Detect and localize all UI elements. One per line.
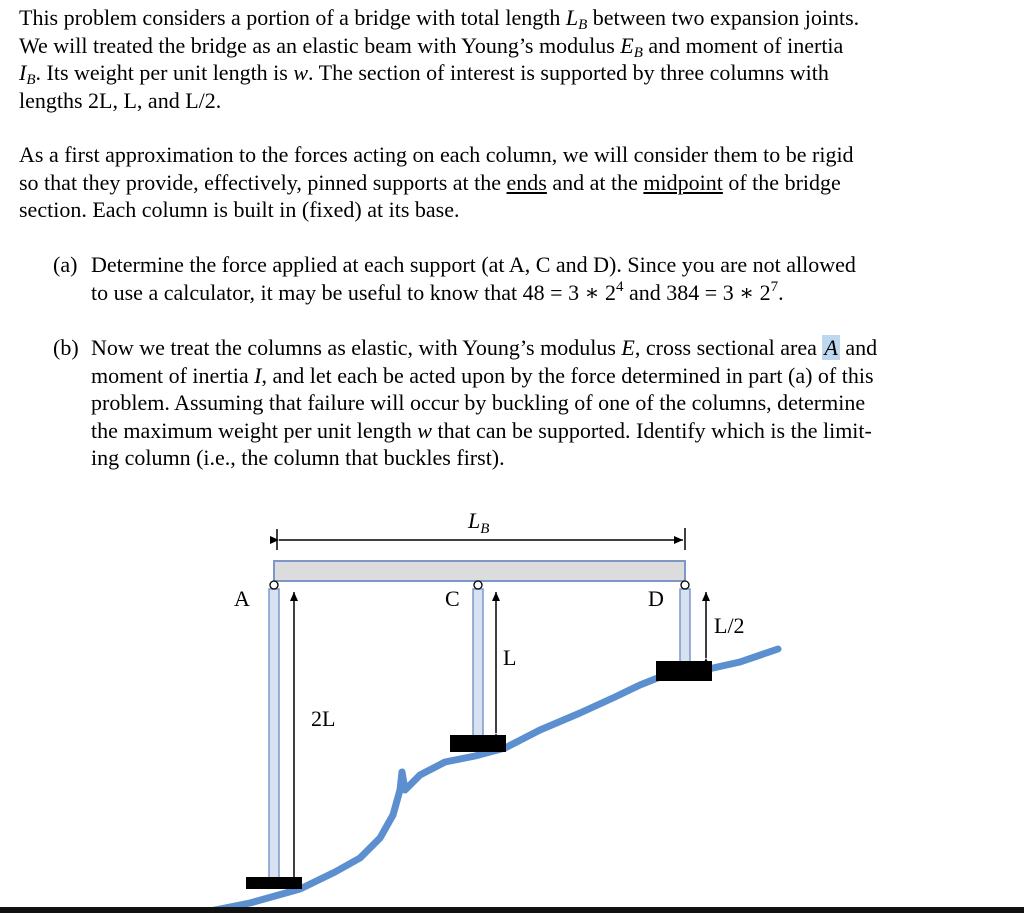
approximation-paragraph: As a first approximation to the forces acting on each column, we will consider them to be rigid so that they provide, effectively, pinned supports at the ends and at the midpoint of the bridge section. Each column is built in (fixed) at its base. bbox=[19, 142, 854, 222]
column-d bbox=[656, 581, 712, 681]
ground-slope bbox=[205, 649, 778, 912]
length-label-a: 2L bbox=[311, 706, 336, 731]
footing-c bbox=[450, 735, 506, 752]
footing-a bbox=[246, 877, 302, 889]
intro-paragraph: This problem considers a portion of a bridge with total length $L_B$ between two expansion joints. We will treated the bridge as an elastic beam with Young’s modulus $E_B$ and moment of inertia $I_B$. Its weight per unit length is w. The section of interest is supported by three columns with lengths 2L, L, and L/2. bbox=[19, 5, 860, 113]
label-c: C bbox=[445, 586, 460, 611]
span-label: $L_B$ bbox=[468, 508, 490, 537]
part-b: (b) Now we treat the columns as elastic, with Young’s modulus E, cross sectional area A and moment of inertia I, and let each be acted upon by the force determined in part (a) of this problem. Assuming that failure will occur by buckling of one of the columns, determine the maximum weight per unit length w that can be supported. Identify which is the limit- ing column (i.e., the column that buckles first). bbox=[53, 335, 878, 470]
label-a: A bbox=[234, 586, 250, 611]
part-a-label: (a) bbox=[53, 252, 78, 277]
label-d: D bbox=[648, 586, 664, 611]
part-a: (a) Determine the force applied at each support (at A, C and D). Since you are not allowed to use a calculator, it may be useful to know that 48 = 3 ∗ $2^4$ and 384 = 3 ∗ $2^7$. bbox=[53, 252, 856, 305]
length-label-d: L/2 bbox=[714, 613, 745, 638]
bridge-beam bbox=[274, 561, 685, 581]
footing-d bbox=[656, 661, 712, 681]
bottom-edge-bar bbox=[0, 907, 1024, 913]
highlighted-area-symbol: A bbox=[824, 335, 838, 360]
length-label-c: L bbox=[503, 645, 517, 670]
part-b-label: (b) bbox=[53, 335, 79, 360]
